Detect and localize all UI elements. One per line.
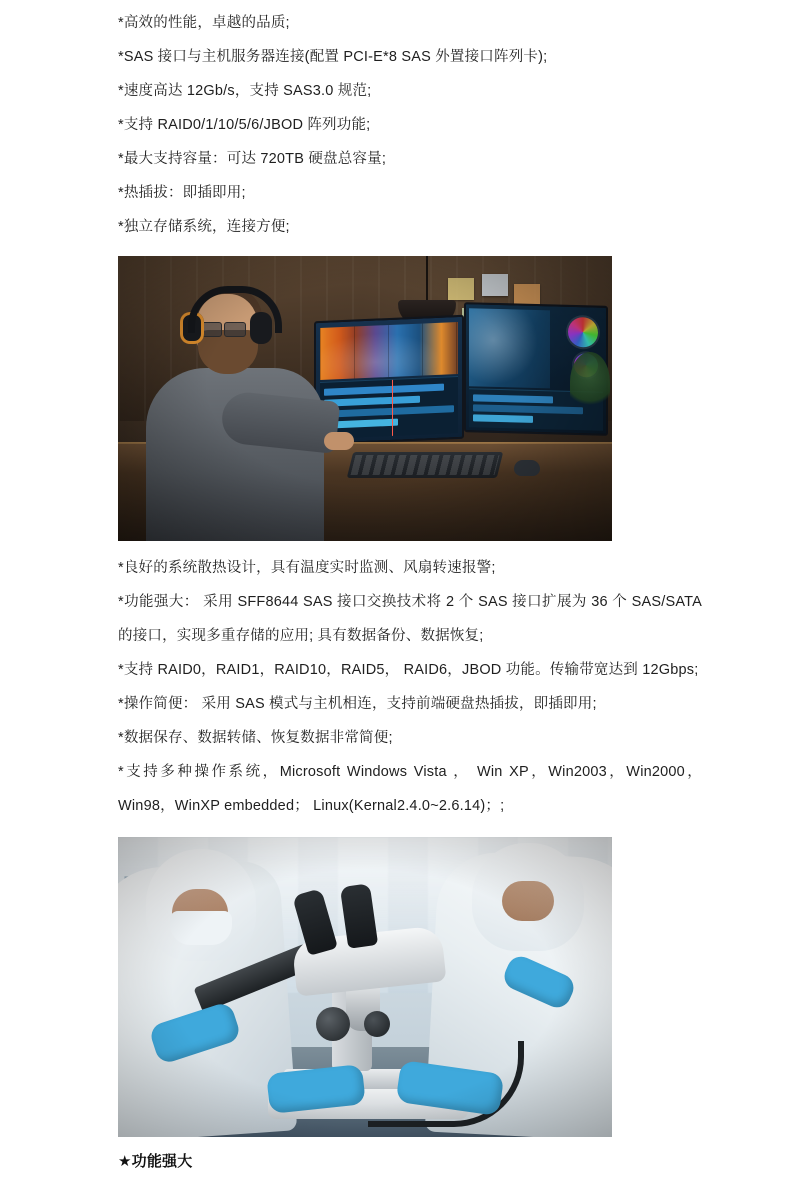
bullet-line-4: *支持 RAID0/1/10/5/6/JBOD 阵列功能; bbox=[118, 117, 371, 133]
figure-video-editor bbox=[118, 256, 612, 541]
bullet-line-1: *高效的性能，卓越的品质; bbox=[118, 15, 290, 31]
figure-laboratory bbox=[118, 837, 612, 1137]
bullet-line-10: *支持 RAID0，RAID1，RAID10，RAID5， RAID6，JBOD 功能。传输带宽达到 12Gbps; bbox=[118, 662, 699, 678]
figure-video-editor-image bbox=[118, 256, 612, 541]
bullet-line-3: *速度高达 12Gb/s，支持 SAS3.0 规范; bbox=[118, 83, 372, 99]
bullet-line-11: *操作简便： 采用 SAS 模式与主机相连，支持前端硬盘热插拔，即插即用; bbox=[118, 696, 597, 712]
figure-laboratory-image bbox=[118, 837, 612, 1137]
bullet-line-12: *数据保存、数据转储、恢复数据非常简便; bbox=[118, 730, 393, 746]
bullet-line-2: *SAS 接口与主机服务器连接(配置 PCI-E*8 SAS 外置接口阵列卡); bbox=[118, 49, 548, 65]
footer-heading: ★功能强大 bbox=[118, 1153, 193, 1170]
bullet-line-13: *支持多种操作系统，Microsoft Windows Vista ， Win XP，Win2003，Win2000，Win98，WinXP embedded； Linux(Kernal2.4.0~2.6.14)；; bbox=[118, 764, 702, 814]
bullet-line-9: *功能强大： 采用 SFF8644 SAS 接口交换技术将 2 个 SAS 接口扩展为 36 个 SAS/SATA 的接口，实现多重存储的应用; 具有数据备份、数据恢复; bbox=[118, 594, 707, 644]
bullet-line-8: *良好的系统散热设计，具有温度实时监测、风扇转速报警; bbox=[118, 560, 496, 576]
bullet-line-6: *热插拔：即插即用; bbox=[118, 185, 246, 201]
bullet-line-7: *独立存储系统，连接方便; bbox=[118, 219, 290, 235]
bullet-line-5: *最大支持容量：可达 720TB 硬盘总容量; bbox=[118, 151, 387, 167]
